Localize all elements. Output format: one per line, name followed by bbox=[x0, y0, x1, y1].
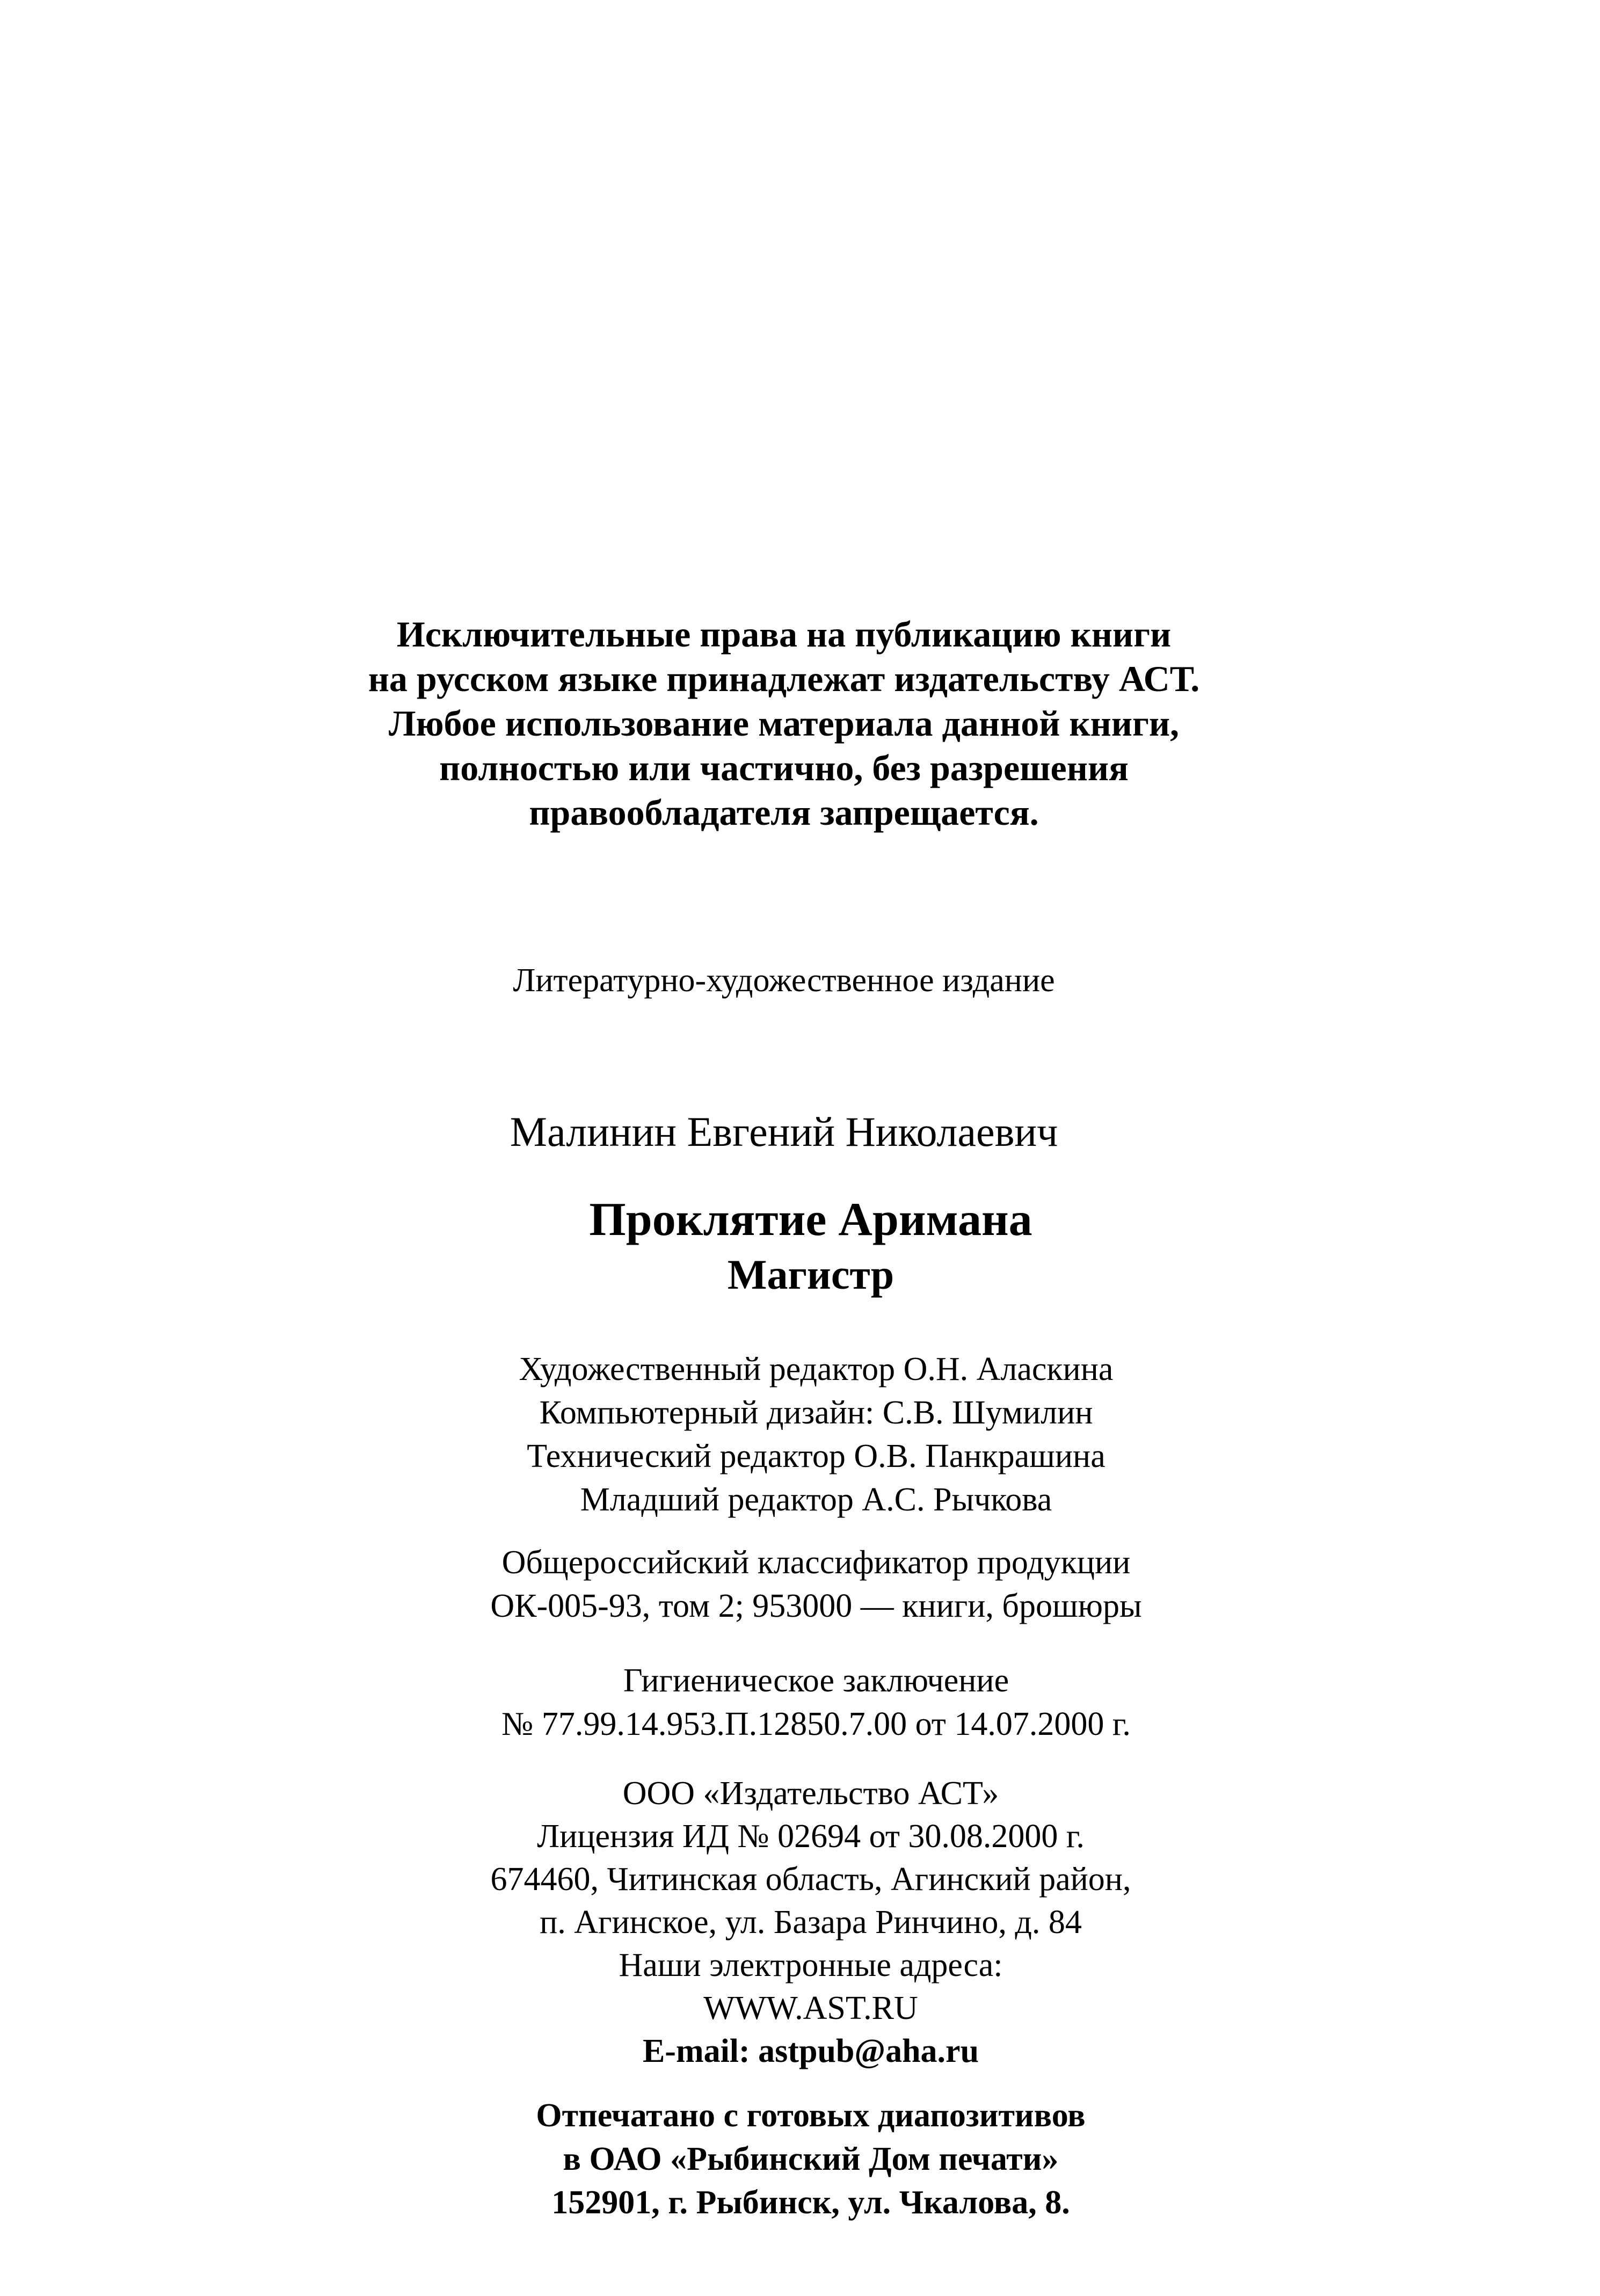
product-classifier bbox=[16, 1541, 1600, 1628]
printing-line: Отпечатано с готовых диапозитивов bbox=[536, 2097, 1086, 2134]
publisher-email: E-mail: astpub@aha.ru bbox=[642, 2033, 979, 2069]
printing-line: в ОАО «Рыбинский Дом печати» bbox=[563, 2141, 1059, 2177]
publisher-address: 674460, Читинская область, Агинский район, bbox=[490, 1861, 1131, 1898]
edition-type-text: Литературно-художественное издание bbox=[513, 962, 1055, 999]
author-name bbox=[0, 1106, 1584, 1158]
hygiene-certificate bbox=[16, 1659, 1600, 1746]
electronic-addresses-label: Наши электронные адреса: bbox=[619, 1947, 1003, 1983]
credit-line: Младший редактор А.С. Рычкова bbox=[580, 1481, 1052, 1518]
publisher-license: Лицензия ИД № 02694 от 30.08.2000 г. bbox=[537, 1818, 1085, 1855]
rights-notice-line: Исключительные права на публикацию книги bbox=[396, 614, 1172, 655]
rights-notice-line: полностью или частично, без разрешения bbox=[439, 747, 1129, 788]
printing-info bbox=[11, 2094, 1600, 2225]
classifier-line: ОК-005-93, том 2; 953000 — книги, брошюры bbox=[490, 1588, 1142, 1624]
credit-line: Компьютерный дизайн: С.В. Шумилин bbox=[539, 1394, 1093, 1431]
hygiene-line: № 77.99.14.953.П.12850.7.00 от 14.07.2000 г. bbox=[501, 1706, 1131, 1742]
rights-notice bbox=[0, 612, 1584, 835]
credit-line: Технический редактор О.В. Панкрашина bbox=[527, 1438, 1106, 1474]
credit-line: Художественный редактор О.Н. Аласкина bbox=[519, 1351, 1114, 1387]
rights-notice-line: Любое использование материала данной книги, bbox=[388, 703, 1180, 744]
author-name-text: Малинин Евгений Николаевич bbox=[510, 1108, 1058, 1155]
publisher-website: WWW.AST.RU bbox=[703, 1990, 918, 2026]
book-title: Проклятие Аримана bbox=[589, 1194, 1032, 1246]
edition-type bbox=[0, 959, 1584, 1002]
book-title-block bbox=[11, 1191, 1600, 1300]
publisher-info bbox=[11, 1772, 1600, 2073]
book-subtitle: Магистр bbox=[727, 1251, 894, 1298]
hygiene-line: Гигиеническое заключение bbox=[623, 1662, 1009, 1699]
printing-line: 152901, г. Рыбинск, ул. Чкалова, 8. bbox=[551, 2184, 1070, 2221]
classifier-line: Общероссийский классификатор продукции bbox=[501, 1544, 1131, 1581]
rights-notice-line: на русском языке принадлежат издательству АСТ. bbox=[368, 658, 1200, 699]
rights-notice-line: правообладателя запрещается. bbox=[529, 792, 1039, 833]
publisher-name: ООО «Издательство АСТ» bbox=[622, 1775, 999, 1812]
editorial-credits bbox=[16, 1348, 1600, 1522]
publisher-address: п. Агинское, ул. Базара Ринчино, д. 84 bbox=[540, 1904, 1082, 1941]
